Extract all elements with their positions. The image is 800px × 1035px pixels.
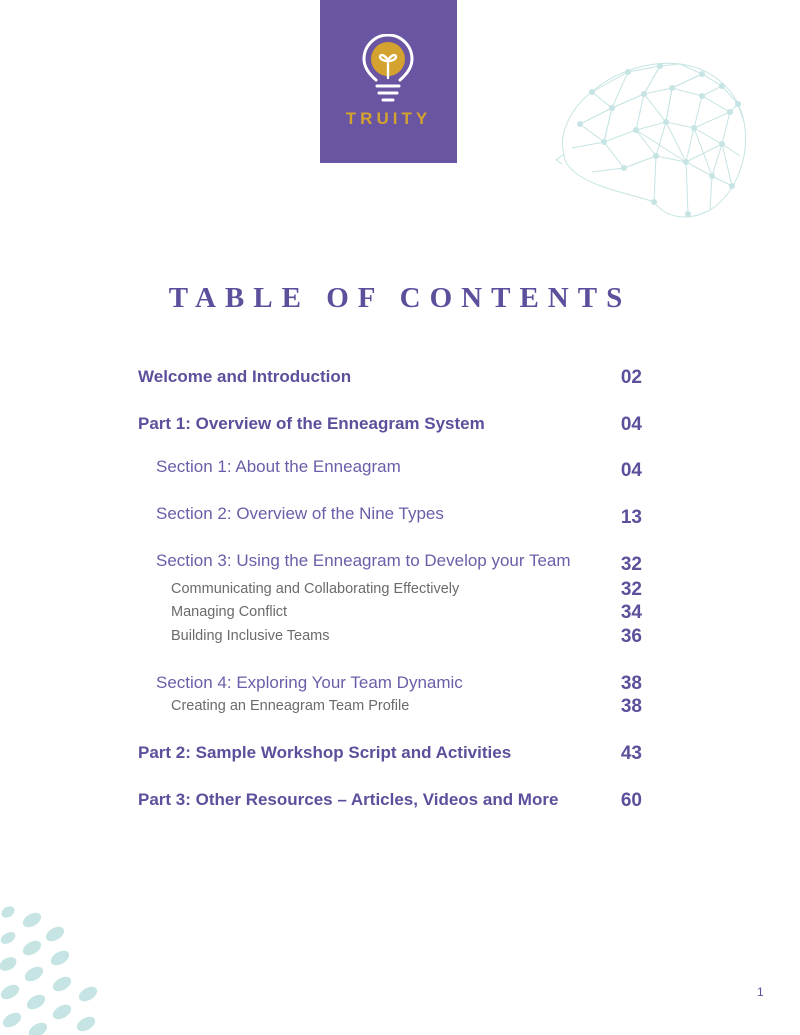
toc-entry-page: 32 — [620, 579, 642, 600]
toc-entry-page: 04 — [620, 460, 642, 481]
brain-network-icon — [552, 52, 752, 224]
toc-entry-team-profile[interactable] — [0, 697, 800, 727]
toc-entry-page: 04 — [620, 414, 642, 435]
toc-entry-page: 43 — [620, 743, 642, 764]
toc-entry-page: 34 — [620, 602, 642, 623]
toc-entry-page: 02 — [620, 367, 642, 388]
toc-entry-page: 38 — [620, 696, 642, 717]
toc-entry-part-2[interactable] — [0, 742, 800, 772]
brand-logo — [320, 0, 457, 163]
toc-entry-section-1[interactable] — [0, 456, 800, 486]
toc-entry-section-3[interactable] — [0, 550, 800, 580]
toc-entry-label: Part 1: Overview of the Enneagram System — [138, 414, 485, 433]
toc-entry-part-1[interactable] — [0, 413, 800, 443]
toc-entry-label: Section 2: Overview of the Nine Types — [156, 504, 444, 523]
toc-entry-label: Section 4: Exploring Your Team Dynamic — [156, 673, 463, 692]
toc-entry-page: 32 — [620, 554, 642, 575]
toc-entry-page: 60 — [620, 790, 642, 811]
toc-entry-page: 38 — [620, 673, 642, 694]
toc-entry-label: Part 2: Sample Workshop Script and Activities — [138, 743, 512, 762]
brand-name: TRUITY — [345, 109, 432, 128]
toc-entry-label: Building Inclusive Teams — [171, 628, 330, 644]
page-number: 1 — [757, 985, 764, 999]
lightbulb-icon — [360, 34, 416, 104]
toc-entry-label: Communicating and Collaborating Effectively — [171, 581, 460, 597]
dot-pattern — [0, 900, 110, 1035]
toc-entry-label: Part 3: Other Resources – Articles, Videos and More — [138, 790, 559, 809]
toc-entry-label: Creating an Enneagram Team Profile — [171, 698, 410, 714]
toc-entry-page: 36 — [620, 626, 642, 647]
toc-entry-section-2[interactable] — [0, 503, 800, 533]
toc-entry-page: 13 — [620, 507, 642, 528]
toc-entry-label: Section 3: Using the Enneagram to Develop your Team — [156, 551, 571, 570]
toc-entry-part-3[interactable] — [0, 789, 800, 819]
toc-entry-label: Managing Conflict — [171, 604, 288, 620]
toc-entry-label: Welcome and Introduction — [138, 367, 352, 386]
page-title: TABLE OF CONTENTS — [168, 282, 632, 314]
toc-entry-welcome[interactable] — [0, 366, 800, 396]
toc-entry-label: Section 1: About the Enneagram — [156, 457, 401, 476]
toc-entry-inclusive-teams[interactable] — [0, 627, 800, 657]
